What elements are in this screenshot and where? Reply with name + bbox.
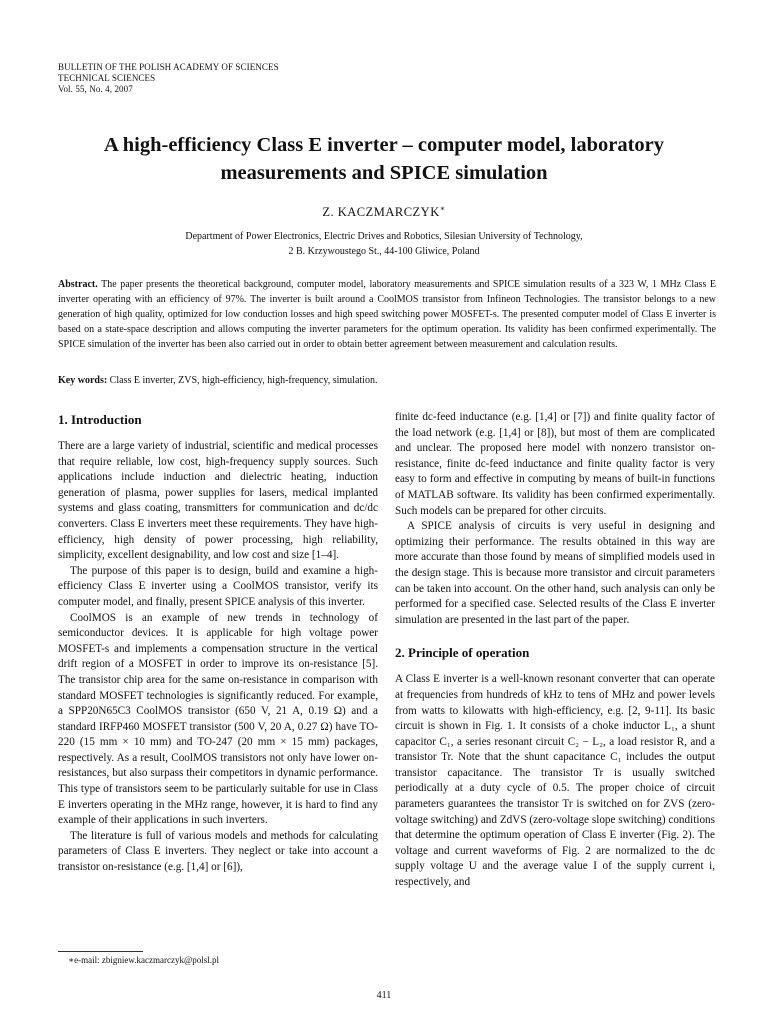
author-line xyxy=(0,204,768,220)
left-column xyxy=(58,410,378,876)
section-heading-introduction: 1. Introduction xyxy=(58,412,142,427)
keywords-label: Key words: xyxy=(58,375,108,386)
paragraph: A Class E inverter is a well-known resonant converter that can operate at frequencies from hundreds of kHz to tens of MHz and power levels from watts to kilowatts with high-efficiency, e.g. [2, 9-11]. Its basic circuit is shown in Fig. 1. It consists of a choke inductor L₁, a shunt capacitor C₁, a series resonant circuit C₂ − L₂, a load resistor R, and a transistor Tr. Note that the shunt capacitance C₁ includes the output transistor capacitance. The transistor Tr is usually switched periodically at a duty cycle of 0.5. The proper choice of circuit parameters guarantees the transistor Tr is switched on for ZVS (zero-voltage switching) and ZdVS (zero-voltage slope switching) conditions that determine the optimum operation of Class E inverter (Fig. 2). The voltage and current waveforms of Fig. 2 are normalized to the dc supply voltage U and the average value I of the supply current i, respectively, and xyxy=(395,673,715,889)
affiliation-line-1: Department of Power Electronics, Electric Drives and Robotics, Silesian University of Technology, xyxy=(185,231,583,242)
right-column xyxy=(395,410,715,891)
section-heading-principle: 2. Principle of operation xyxy=(395,645,530,661)
title-line-2: measurements and SPICE simulation xyxy=(220,162,548,184)
paragraph: There are a large variety of industrial, scientific and medical processes that require reliable, low cost, high-frequency supply sources. Such applications include induction and dielectric heating, induction generation of plasma, power supplies for lasers, medical implanted systems and glass coating, transmitters for communication and dc/dc converters. Class E inverters meet these requirements. They have high-efficiency, high density of power processing, high reliability, simplicity, excellent designability, and low cost and size [1–4]. xyxy=(58,440,378,562)
affiliation xyxy=(40,229,728,259)
paper-title xyxy=(40,131,728,187)
keywords xyxy=(58,373,716,388)
journal-name: BULLETIN OF THE POLISH ACADEMY OF SCIENCES xyxy=(58,62,279,72)
title-line-1: A high-efficiency Class E inverter – computer model, laboratory xyxy=(103,134,665,156)
author-name: Z. KACZMARCZYK xyxy=(322,205,440,220)
paragraph: A SPICE analysis of circuits is very useful in designing and optimizing their performance. The results obtained in this way are more accurate than those found by means of simplified models used in the design stage. This is because more transistor and circuit parameters can be taken into account. On the other hand, such analysis can only be performed for a specified case. Selected results of the Class E inverter simulation are presented in the last part of the paper. xyxy=(395,520,715,626)
abstract-text: The paper presents the theoretical background, computer model, laboratory measurements and SPICE simulation results of a 323 W, 1 MHz Class E inverter operating with an efficiency of 97%. The inverter is built around a CoolMOS transistor from Infineon Technologies. The transistor belongs to a new generation of high quality, optimized for low conduction losses and high speed switching power MOSFET-s. The presented computer model of Class E inverter is based on a state-space description and allows computing the inverter parameters for the optimum operation. Its validity has been confirmed experimentally. The SPICE simulation of the inverter has been also carried out in order to obtain better agreement between measurement and calculation results. xyxy=(58,279,716,350)
paragraph: CoolMOS is an example of new trends in technology of semiconductor devices. It is applicable for high voltage power MOSFET-s and implements a compensation structure in the vertical drift region of a MOSFET in order to improve its on-resistance [5]. The transistor chip area for the same on-resistance in comparison with standard MOSFET technologies is significantly reduced. For example, a SPP20N65C3 CoolMOS transistor (650 V, 21 A, 0.19 Ω) and a standard IRFP460 MOSFET transistor (500 V, 20 A, 0.27 Ω) have TO-220 (15 mm × 10 mm) and TO-247 (20 mm × 15 mm) packages, respectively. As a result, CoolMOS transistors not only have lower on-resistances, but also surpass their competitors in dynamic performance. This type of transistors seem to be particularly suitable for use in Class E inverters operating in the MHz range, however, it is hard to find any example of their applications in such inverters. xyxy=(58,611,378,827)
journal-volume: Vol. 55, No. 4, 2007 xyxy=(58,84,133,94)
paragraph: The purpose of this paper is to design, build and examine a high-efficiency Class E inverter using a CoolMOS transistor, verify its computer model, and finally, present SPICE analysis of this inverter. xyxy=(58,564,378,608)
paragraph: finite dc-feed inductance (e.g. [1,4] or [7]) and finite quality factor of the load network (e.g. [1,4] or [8]), but most of them are complicated and unclear. The proposed here model with nonzero transistor on-resistance, finite dc-feed inductance and finite quality factor is very easy to form and effective in computing by means of built-in functions of MATLAB software. Its validity has been confirmed experimentally. Such models can be prepared for other circuits. xyxy=(395,411,715,517)
footnote-rule xyxy=(58,951,143,952)
abstract xyxy=(58,277,716,352)
affiliation-line-2: 2 B. Krzywoustego St., 44-100 Gliwice, Poland xyxy=(288,246,480,257)
author-footnote-mark: ∗ xyxy=(439,204,446,213)
journal-series: TECHNICAL SCIENCES xyxy=(58,73,156,83)
page-number: 411 xyxy=(376,990,392,1001)
keywords-text: Class E inverter, ZVS, high-efficiency, high-frequency, simulation. xyxy=(109,375,378,386)
footnote-email: ∗e-mail: zbigniew.kaczmarczyk@polsl.pl xyxy=(68,955,220,965)
abstract-label: Abstract. xyxy=(58,279,98,290)
journal-header xyxy=(58,62,279,95)
paragraph: The literature is full of various models and methods for calculating parameters of Class E inverters. They neglect or take into account a transistor on-resistance (e.g. [1,4] or [6]), xyxy=(58,829,378,874)
